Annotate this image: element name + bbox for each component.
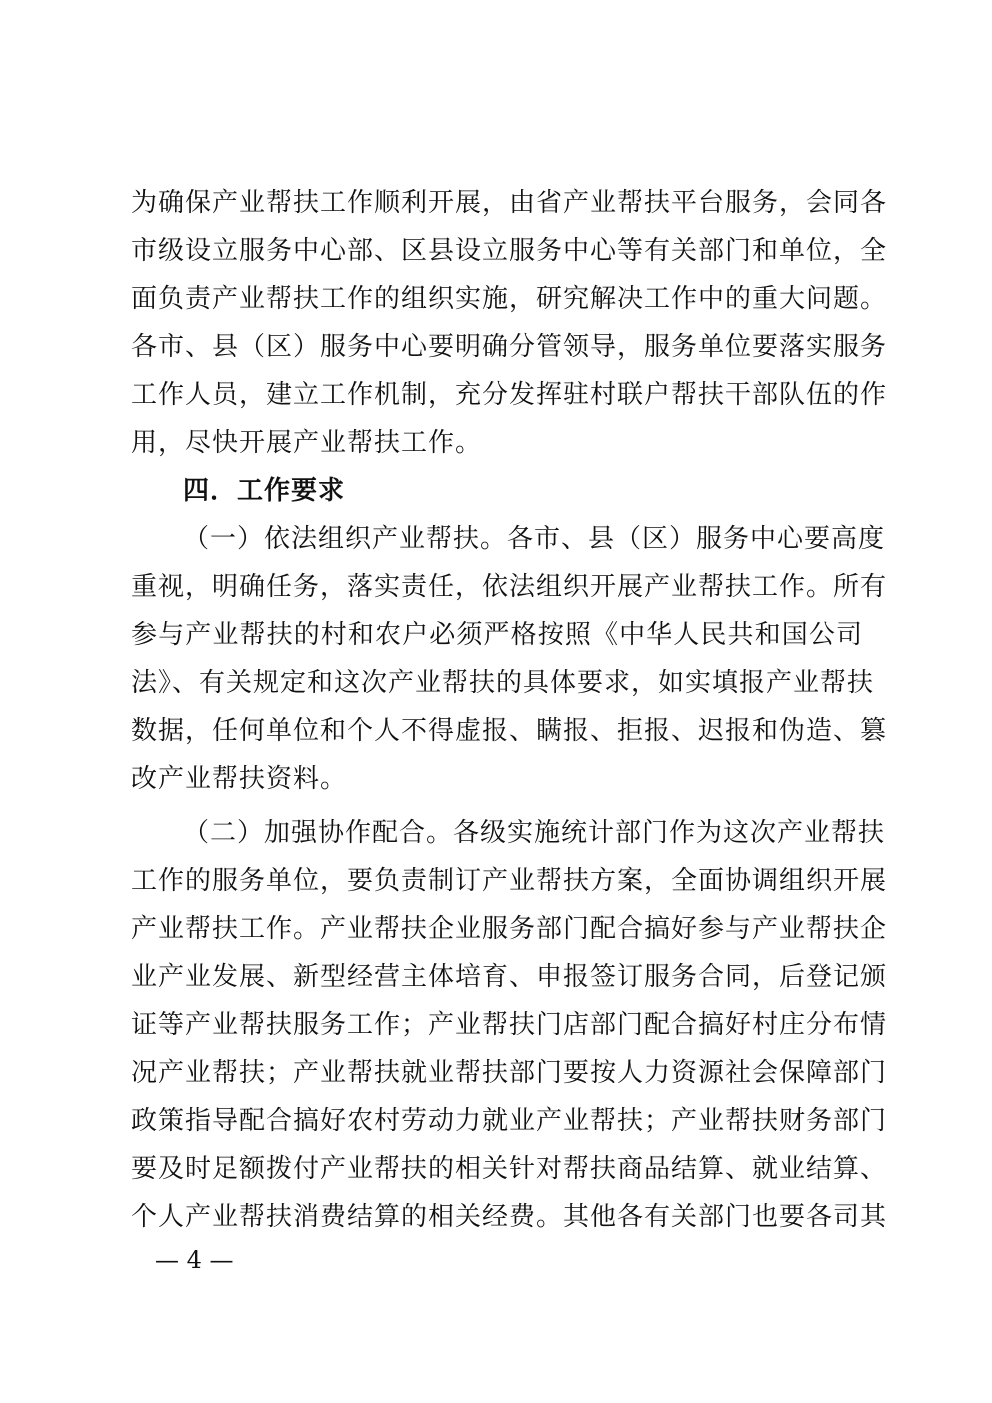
paragraph-line: 工作的服务单位，要负责制订产业帮扶方案，全面协调组织开展 xyxy=(131,866,888,896)
paragraph-line: 改产业帮扶资料。 xyxy=(131,764,348,794)
paragraph-line: 为确保产业帮扶工作顺利开展，由省产业帮扶平台服务，会同各 xyxy=(131,188,888,218)
paragraph-line: 个人产业帮扶消费结算的相关经费。其他各有关部门也要各司其 xyxy=(131,1202,888,1232)
paragraph-line: 各市、县（区）服务中心要明确分管领导，服务单位要落实服务 xyxy=(131,332,888,362)
paragraph-line: 用，尽快开展产业帮扶工作。 xyxy=(131,428,483,458)
paragraph-line: 参与产业帮扶的村和农户必须严格按照《中华人民共和国公司 xyxy=(131,620,863,650)
paragraph-line: 业产业发展、新型经营主体培育、申报签订服务合同，后登记颁 xyxy=(131,962,888,992)
paragraph-line: 况产业帮扶；产业帮扶就业帮扶部门要按人力资源社会保障部门 xyxy=(131,1058,888,1088)
paragraph-line: 政策指导配合搞好农村劳动力就业产业帮扶；产业帮扶财务部门 xyxy=(131,1106,888,1136)
paragraph-line: 要及时足额拨付产业帮扶的相关针对帮扶商品结算、就业结算、 xyxy=(131,1154,888,1184)
paragraph-line: 市级设立服务中心部、区县设立服务中心等有关部门和单位，全 xyxy=(131,236,888,266)
paragraph-line: 产业帮扶工作。产业帮扶企业服务部门配合搞好参与产业帮扶企 xyxy=(131,914,888,944)
paragraph-line: 证等产业帮扶服务工作；产业帮扶门店部门配合搞好村庄分布情 xyxy=(131,1010,888,1040)
paragraph-line: （二）加强协作配合。各级实施统计部门作为这次产业帮扶 xyxy=(183,818,886,848)
paragraph-line: 数据，任何单位和个人不得虚报、瞒报、拒报、迟报和伪造、篡 xyxy=(131,716,888,746)
paragraph-line: 法》、有关规定和这次产业帮扶的具体要求，如实填报产业帮扶 xyxy=(131,668,875,698)
section-heading: 四．工作要求 xyxy=(183,476,346,506)
paragraph-line: 重视，明确任务，落实责任，依法组织开展产业帮扶工作。所有 xyxy=(131,572,888,602)
body-text xyxy=(131,179,888,1241)
paragraph-line: （一）依法组织产业帮扶。各市、县（区）服务中心要高度 xyxy=(183,524,886,554)
page-number: — 4 — xyxy=(155,1246,234,1274)
paragraph-line: 面负责产业帮扶工作的组织实施，研究解决工作中的重大问题。 xyxy=(131,284,888,314)
paragraph-line: 工作人员，建立工作机制，充分发挥驻村联户帮扶干部队伍的作 xyxy=(131,380,888,410)
